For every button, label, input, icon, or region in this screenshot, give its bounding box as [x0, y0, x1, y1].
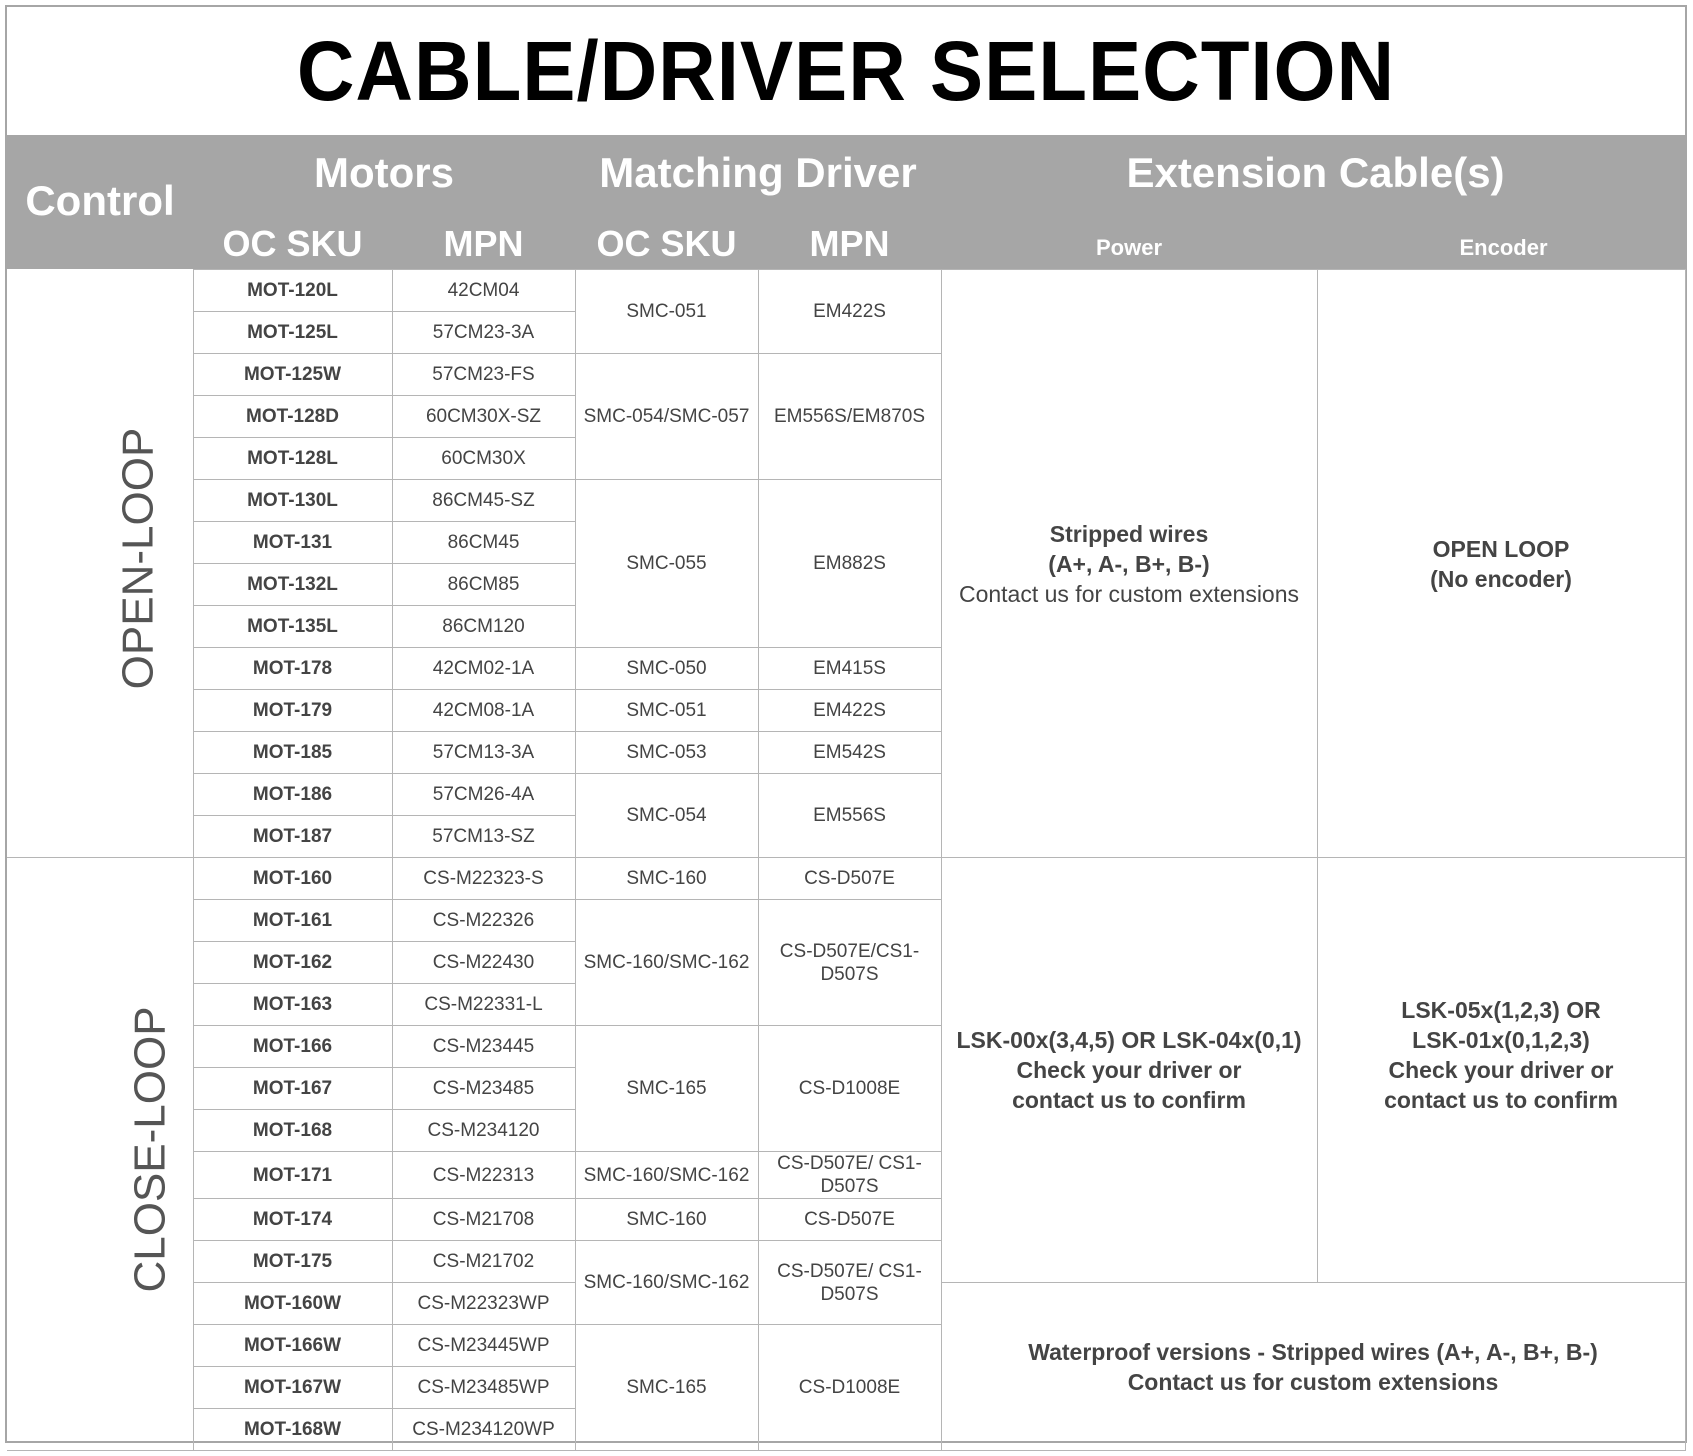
encoder-cable-line: Check your driver or	[1388, 1057, 1614, 1083]
motor-sku: MOT-125L	[193, 312, 392, 354]
motor-sku: MOT-120L	[193, 270, 392, 312]
driver-sku: SMC-165	[575, 1325, 758, 1451]
motor-mpn: CS-M22313	[392, 1152, 575, 1199]
power-cable-line: Contact us for custom extensions	[958, 580, 1300, 607]
driver-mpn: CS-D507E	[758, 1199, 941, 1241]
driver-sku: SMC-160/SMC-162	[575, 1152, 758, 1199]
driver-mpn: EM422S	[758, 270, 941, 354]
motor-sku: MOT-160W	[193, 1283, 392, 1325]
motor-sku: MOT-128L	[193, 438, 392, 480]
control-type-label: OPEN-LOOP	[113, 427, 163, 690]
power-cable-line: LSK-00x(3,4,5) OR LSK-04x(0,1)	[956, 1027, 1302, 1053]
control-type-cell	[7, 270, 193, 858]
motor-mpn: 57CM13-SZ	[392, 816, 575, 858]
driver-mpn: EM882S	[758, 480, 941, 648]
driver-mpn: CS-D1008E	[758, 1325, 941, 1451]
motor-mpn: CS-M22326	[392, 900, 575, 942]
motor-sku: MOT-166W	[193, 1325, 392, 1367]
motor-sku: MOT-185	[193, 732, 392, 774]
header-extension-cables: Extension Cable(s)	[1126, 149, 1505, 196]
motor-sku: MOT-160	[193, 858, 392, 900]
driver-mpn: EM556S/EM870S	[758, 354, 941, 480]
motor-mpn: CS-M23485	[392, 1068, 575, 1110]
motor-sku: MOT-186	[193, 774, 392, 816]
driver-sku: SMC-053	[575, 732, 758, 774]
page-title: CABLE/DRIVER SELECTION	[296, 23, 1396, 118]
power-cable-line: Check your driver or	[1016, 1057, 1242, 1083]
power-cable-line: contact us to confirm	[1012, 1087, 1246, 1113]
motor-mpn: 57CM26-4A	[392, 774, 575, 816]
motor-mpn: CS-M23445	[392, 1026, 575, 1068]
driver-sku: SMC-054	[575, 774, 758, 858]
motor-mpn: 86CM120	[392, 606, 575, 648]
waterproof-line: Contact us for custom extensions	[1127, 1368, 1499, 1395]
header-motor-sku: OC SKU	[222, 223, 363, 264]
header-motor-mpn: MPN	[443, 223, 524, 264]
motor-mpn: 57CM23-FS	[392, 354, 575, 396]
cable-driver-selection-sheet	[5, 5, 1687, 1443]
motor-sku: MOT-168W	[193, 1409, 392, 1451]
driver-sku: SMC-054/SMC-057	[575, 354, 758, 480]
motor-mpn: 60CM30X-SZ	[392, 396, 575, 438]
motor-mpn: 86CM85	[392, 564, 575, 606]
control-type-cell	[7, 858, 193, 1451]
motor-mpn: CS-M22323WP	[392, 1283, 575, 1325]
power-cable-line: Stripped wires	[1049, 520, 1209, 547]
header-control: Control	[25, 177, 175, 224]
motor-mpn: 60CM30X	[392, 438, 575, 480]
driver-mpn: CS-D507E	[758, 858, 941, 900]
encoder-cable-line: (No encoder)	[1430, 565, 1572, 592]
motor-mpn: 42CM08-1A	[392, 690, 575, 732]
driver-sku: SMC-165	[575, 1026, 758, 1152]
driver-sku: SMC-051	[575, 690, 758, 732]
waterproof-line: Waterproof versions - Stripped wires (A+, A-, B+, B-)	[1028, 1338, 1598, 1365]
motor-sku: MOT-187	[193, 816, 392, 858]
motor-mpn: 57CM13-3A	[392, 732, 575, 774]
header-power: Power	[1095, 235, 1163, 260]
motor-mpn: 42CM04	[392, 270, 575, 312]
waterproof-cable-cell	[941, 1283, 1685, 1451]
driver-mpn: CS-D1008E	[758, 1026, 941, 1152]
motor-sku: MOT-171	[193, 1152, 392, 1199]
driver-sku: SMC-160	[575, 858, 758, 900]
driver-sku: SMC-051	[575, 270, 758, 354]
motor-sku: MOT-135L	[193, 606, 392, 648]
encoder-cable-line: contact us to confirm	[1384, 1087, 1618, 1113]
power-cable-line: (A+, A-, B+, B-)	[1048, 550, 1210, 577]
driver-mpn: CS-D507E/CS1-D507S	[758, 900, 941, 1026]
header-driver-mpn: MPN	[809, 223, 890, 264]
encoder-cable-cell	[1317, 858, 1685, 1283]
motor-mpn: CS-M22331-L	[392, 984, 575, 1026]
motor-mpn: CS-M234120WP	[392, 1409, 575, 1451]
driver-mpn: EM542S	[758, 732, 941, 774]
driver-mpn: EM556S	[758, 774, 941, 858]
motor-sku: MOT-166	[193, 1026, 392, 1068]
power-cable-cell	[941, 858, 1317, 1283]
driver-sku: SMC-160	[575, 1199, 758, 1241]
motor-sku: MOT-132L	[193, 564, 392, 606]
encoder-cable-line: LSK-01x(0,1,2,3)	[1412, 1027, 1590, 1053]
header-motors: Motors	[314, 149, 454, 196]
motor-mpn: CS-M23485WP	[392, 1367, 575, 1409]
motor-sku: MOT-162	[193, 942, 392, 984]
motor-sku: MOT-130L	[193, 480, 392, 522]
encoder-cable-line: LSK-05x(1,2,3) OR	[1401, 997, 1601, 1023]
driver-sku: SMC-055	[575, 480, 758, 648]
driver-sku: SMC-160/SMC-162	[575, 1241, 758, 1325]
table-row	[7, 858, 1685, 900]
driver-mpn: CS-D507E/ CS1-D507S	[758, 1152, 941, 1199]
motor-sku: MOT-174	[193, 1199, 392, 1241]
motor-sku: MOT-175	[193, 1241, 392, 1283]
control-type-label: CLOSE-LOOP	[125, 1006, 175, 1293]
motor-sku: MOT-178	[193, 648, 392, 690]
header-encoder: Encoder	[1459, 235, 1548, 260]
driver-sku: SMC-050	[575, 648, 758, 690]
motor-sku: MOT-125W	[193, 354, 392, 396]
table-header	[7, 135, 1685, 269]
motor-sku: MOT-179	[193, 690, 392, 732]
motor-mpn: CS-M21702	[392, 1241, 575, 1283]
table-row	[7, 270, 1685, 312]
encoder-cable-cell	[1317, 270, 1685, 858]
driver-sku: SMC-160/SMC-162	[575, 900, 758, 1026]
motor-mpn: 86CM45	[392, 522, 575, 564]
motor-sku: MOT-128D	[193, 396, 392, 438]
header-matching-driver: Matching Driver	[599, 149, 917, 196]
motor-mpn: CS-M21708	[392, 1199, 575, 1241]
motor-sku: MOT-167	[193, 1068, 392, 1110]
motor-mpn: CS-M234120	[392, 1110, 575, 1152]
power-cable-cell	[941, 270, 1317, 858]
motor-mpn: CS-M23445WP	[392, 1325, 575, 1367]
motor-sku: MOT-168	[193, 1110, 392, 1152]
driver-mpn: EM422S	[758, 690, 941, 732]
motor-mpn: CS-M22430	[392, 942, 575, 984]
motor-sku: MOT-131	[193, 522, 392, 564]
motor-sku: MOT-167W	[193, 1367, 392, 1409]
motor-sku: MOT-161	[193, 900, 392, 942]
motor-mpn: 42CM02-1A	[392, 648, 575, 690]
driver-mpn: CS-D507E/ CS1-D507S	[758, 1241, 941, 1325]
selection-table	[7, 269, 1686, 1451]
motor-mpn: 57CM23-3A	[392, 312, 575, 354]
driver-mpn: EM415S	[758, 648, 941, 690]
motor-sku: MOT-163	[193, 984, 392, 1026]
motor-mpn: 86CM45-SZ	[392, 480, 575, 522]
encoder-cable-line: OPEN LOOP	[1432, 535, 1570, 562]
motor-mpn: CS-M22323-S	[392, 858, 575, 900]
header-driver-sku: OC SKU	[596, 223, 737, 264]
